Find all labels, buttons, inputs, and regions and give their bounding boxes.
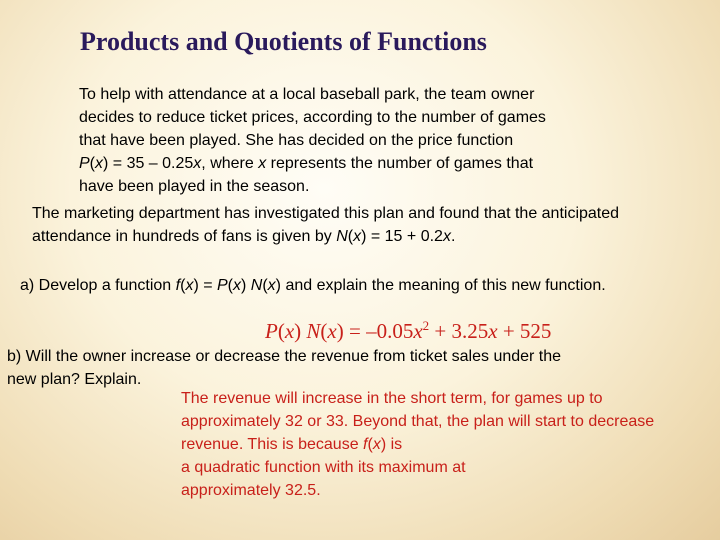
question-b-line: b) Will the owner increase or decrease the revenue from ticket sales under the xyxy=(7,348,562,365)
var-x: x xyxy=(258,155,267,172)
paren: ( xyxy=(367,436,373,453)
text: , where xyxy=(201,155,259,172)
answer-b xyxy=(181,387,716,502)
answer-b-line: a quadratic function with its maximum at xyxy=(181,459,466,476)
period: . xyxy=(450,228,456,245)
paren: ( xyxy=(89,155,95,172)
var-P: P xyxy=(79,155,90,172)
exponent: 2 xyxy=(422,318,430,333)
text: ) = xyxy=(193,277,217,294)
var-P: P xyxy=(217,277,228,294)
equation-term: ) = –0.05 xyxy=(336,319,414,343)
var-x: x xyxy=(185,277,194,294)
question-b xyxy=(7,345,647,391)
answer-b-line xyxy=(181,433,716,456)
var-x: x xyxy=(193,155,202,172)
text: revenue. This is because xyxy=(181,436,364,453)
question-a xyxy=(20,274,710,297)
problem-line: that have been played. She has decided on the price function xyxy=(79,132,514,149)
var-N: N xyxy=(336,228,348,245)
price-function-line xyxy=(79,152,639,175)
paren: ( xyxy=(347,228,354,245)
text: represents the number of games that xyxy=(266,155,534,172)
paren: ) xyxy=(294,319,307,343)
text: ) xyxy=(241,277,251,294)
paren: ( xyxy=(262,277,268,294)
paren: ( xyxy=(277,319,285,343)
var-x: x xyxy=(284,319,295,343)
price-expression: ) = 35 – 0.25 xyxy=(103,155,194,172)
paren: ( xyxy=(320,319,328,343)
attendance-expression: ) = 15 + 0.2 xyxy=(361,228,443,245)
attendance-statement xyxy=(32,202,707,248)
text: ) and explain the meaning of this new function. xyxy=(275,277,606,294)
var-P: P xyxy=(265,319,278,343)
var-f: f xyxy=(175,277,181,294)
problem-line: decides to reduce ticket prices, according to the number of games xyxy=(79,109,546,126)
question-b-line: new plan? Explain. xyxy=(7,371,142,388)
answer-b-line: approximately 32 or 33. Beyond that, the plan will start to decrease xyxy=(181,413,655,430)
answer-b-line: approximately 32.5. xyxy=(181,482,321,499)
var-x: x xyxy=(95,155,103,172)
answer-a-equation xyxy=(265,313,705,344)
problem-line: To help with attendance at a local baseball park, the team owner xyxy=(79,86,535,103)
var-x: x xyxy=(233,277,241,294)
equation-term: + 525 xyxy=(497,319,552,343)
var-x: x xyxy=(442,228,451,245)
answer-b-line: The revenue will increase in the short term, for games up to xyxy=(181,390,603,407)
problem-statement xyxy=(79,83,639,198)
var-N: N xyxy=(306,319,321,343)
var-x: x xyxy=(413,319,423,343)
attendance-function-line xyxy=(32,225,707,248)
var-f: f xyxy=(363,436,368,453)
var-x: x xyxy=(372,436,381,453)
text: ) is xyxy=(380,436,403,453)
var-x: x xyxy=(327,319,337,343)
paren: ( xyxy=(227,277,233,294)
problem-line: have been played in the season. xyxy=(79,178,310,195)
equation-term: + 3.25 xyxy=(429,319,489,343)
text: attendance in hundreds of fans is given by xyxy=(32,228,337,245)
var-x: x xyxy=(353,228,362,245)
attendance-line: The marketing department has investigated this plan and found that the anticipated xyxy=(32,205,620,222)
var-x: x xyxy=(488,319,498,343)
paren: ( xyxy=(180,277,186,294)
var-x: x xyxy=(267,277,276,294)
var-N: N xyxy=(250,277,263,294)
slide-title: Products and Quotients of Functions xyxy=(80,27,487,56)
text: a) Develop a function xyxy=(20,277,176,294)
